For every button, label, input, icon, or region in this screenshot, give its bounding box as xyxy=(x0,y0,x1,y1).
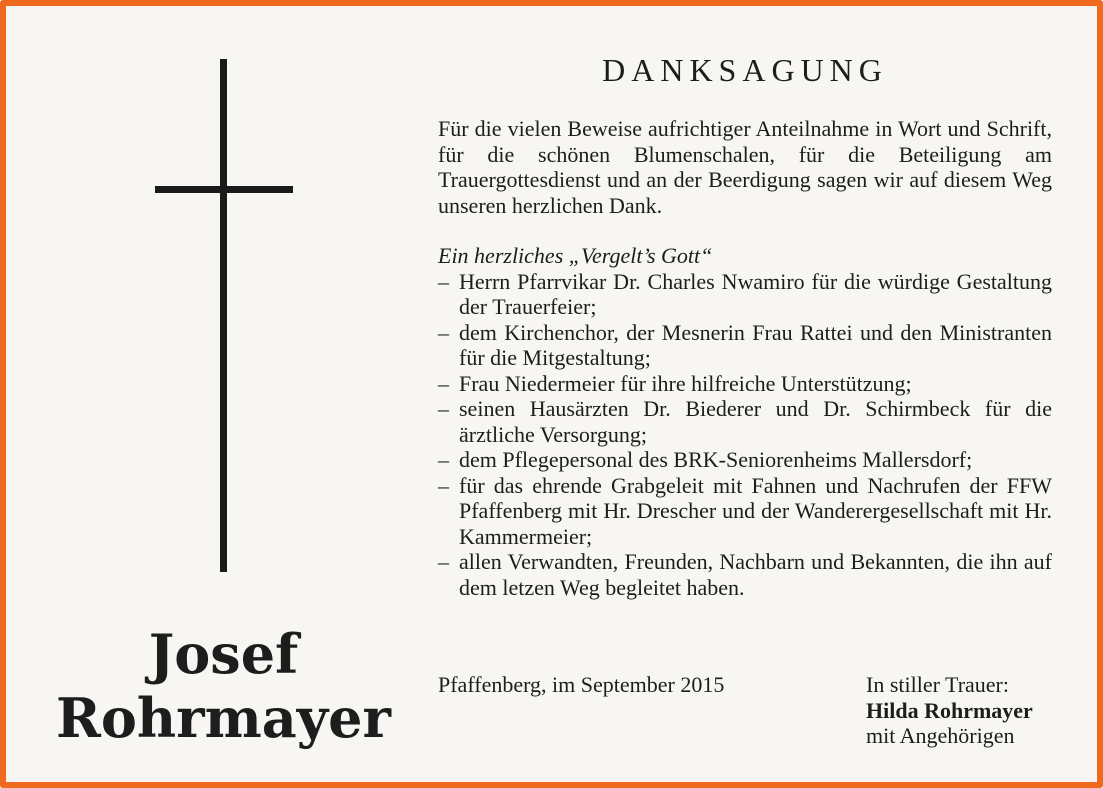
list-item xyxy=(438,269,1052,320)
list-item xyxy=(438,396,1052,447)
cross-icon-crossbar xyxy=(155,186,293,193)
thanks-list xyxy=(438,269,1052,601)
dash-marker: – xyxy=(438,472,449,498)
list-item xyxy=(438,371,1052,397)
place-date: Pfaffenberg, im September 2015 xyxy=(438,672,725,697)
list-item-text: allen Verwandten, Freunden, Nachbarn und Bekannten, die ihn auf dem letzen Weg begleitet haben. xyxy=(459,549,1052,600)
dash-marker: – xyxy=(438,447,449,472)
dash-marker: – xyxy=(438,396,449,421)
list-item xyxy=(438,447,1052,473)
dash-marker: – xyxy=(438,268,449,294)
deceased-name xyxy=(46,622,401,750)
signature-line: In stiller Trauer: xyxy=(866,672,1009,697)
list-item-text: für das ehrende Grabgeleit mit Fahnen und Nachrufen der FFW Pfaffenberg mit Hr. Drescher und der Wanderergesellschaft mit Hr. Kammermeier; xyxy=(459,472,1052,549)
intro-paragraph: Für die vielen Beweise aufrichtiger Anteilnahme in Wort und Schrift, für die schönen Blumenschalen, für die Beteiligung am Trauergottesdienst und an der Beerdigung sagen wir auf diesem Weg unseren herzlichen Dank. xyxy=(438,116,1052,218)
list-item-text: Frau Niedermeier für ihre hilfreiche Unterstützung; xyxy=(459,370,912,396)
list-item-text: Herrn Pfarrvikar Dr. Charles Nwamiro für die würdige Gestaltung der Trauerfeier; xyxy=(459,268,1052,319)
notice-body xyxy=(438,116,1052,600)
list-item-text: dem Kirchenchor, der Mesnerin Frau Rattei und den Ministranten für die Mitgestaltung; xyxy=(459,319,1052,370)
cross-icon xyxy=(220,59,227,572)
signature-line: mit Angehörigen xyxy=(866,723,1015,748)
deceased-last-name: Rohrmayer xyxy=(56,686,391,750)
list-item xyxy=(438,473,1052,550)
dash-marker: – xyxy=(438,370,449,396)
deceased-first-name: Josef xyxy=(148,622,299,686)
list-item-text: dem Pflegepersonal des BRK-Seniorenheims Mallersdorf; xyxy=(459,447,973,472)
list-item-text: seinen Hausärzten Dr. Biederer und Dr. Schirmbeck für die ärztliche Versorgung; xyxy=(459,396,1052,447)
signature-block xyxy=(866,672,1033,749)
list-item xyxy=(438,320,1052,371)
notice-title: DANKSAGUNG xyxy=(602,52,888,88)
signature-name: Hilda Rohrmayer xyxy=(866,697,1033,723)
list-item xyxy=(438,549,1052,600)
subheading: Ein herzliches „Vergelt’s Gott“ xyxy=(438,243,713,268)
dash-marker: – xyxy=(438,319,449,345)
dash-marker: – xyxy=(438,549,449,574)
